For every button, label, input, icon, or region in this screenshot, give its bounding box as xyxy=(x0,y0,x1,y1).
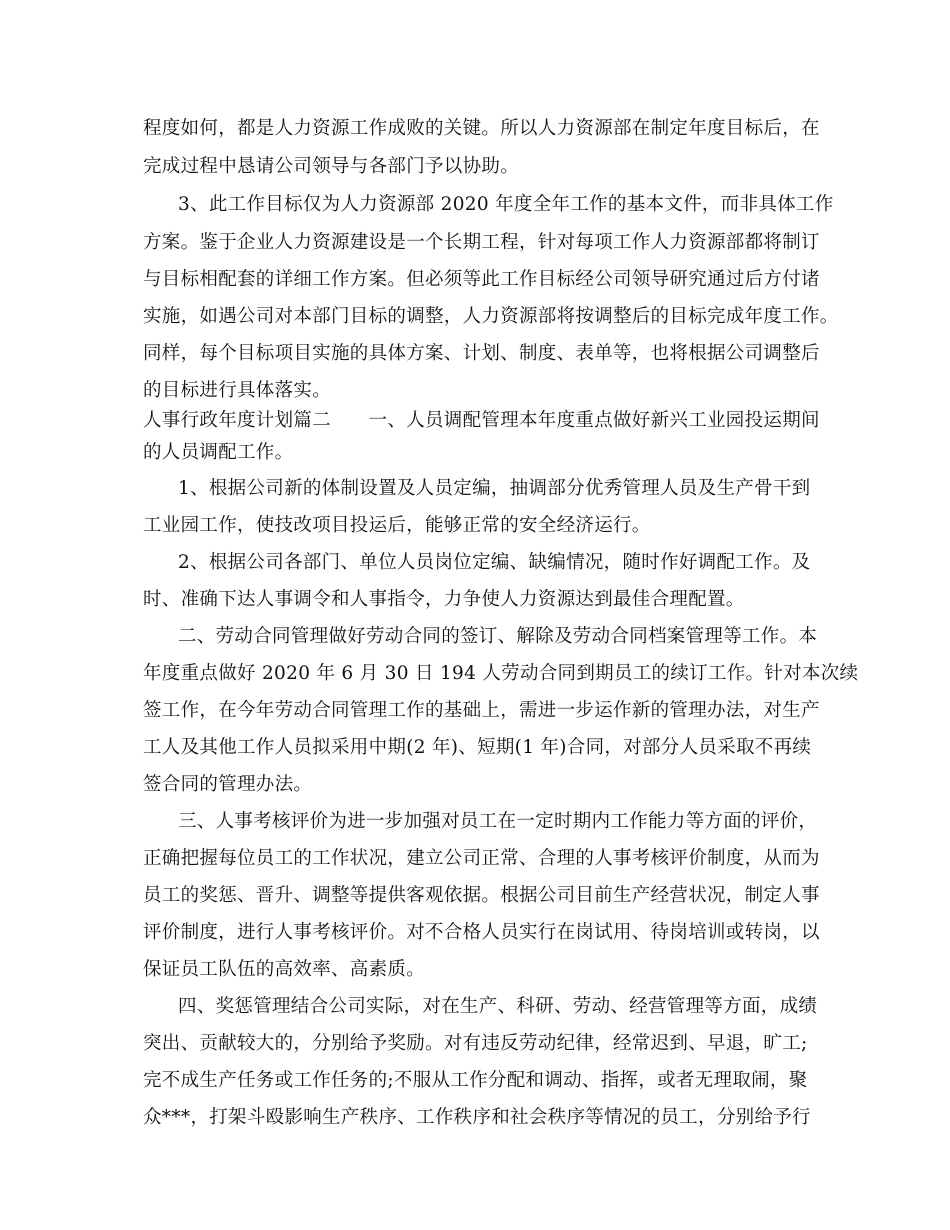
text-line: 评价制度，进行人事考核评价。对不合格人员实行在岗试用、待岗培训或转岗，以 xyxy=(143,922,820,943)
text-line: 的目标进行具体落实。 xyxy=(143,380,332,401)
text-line: 正确把握每位员工的工作状况，建立公司正常、合理的人事考核评价制度，从而为 xyxy=(143,848,820,869)
text-line: 三、人事考核评价为进一步加强对员工在一定时期内工作能力等方面的评价， xyxy=(178,811,818,832)
text-line: 与目标相配套的详细工作方案。但必须等此工作目标经公司领导研究通过后方付诸 xyxy=(143,269,820,290)
text-line: 1、根据公司新的体制设置及人员定编，抽调部分优秀管理人员及生产骨干到 xyxy=(178,478,811,499)
text-line: 突出、贡献较大的，分别给予奖励。对有违反劳动纪律，经常迟到、早退，旷工; xyxy=(143,1033,808,1054)
text-line: 2、根据公司各部门、单位人员岗位定编、缺编情况，随时作好调配工作。及 xyxy=(178,552,811,573)
text-line: 完不成生产任务或工作任务的;不服从工作分配和调动、指挥，或者无理取闹，聚 xyxy=(143,1070,808,1091)
text-line: 年度重点做好 2020 年 6 月 30 日 194 人劳动合同到期员工的续订工作。针对本次续 xyxy=(143,663,859,684)
text-line: 员工的奖惩、晋升、调整等提供客观依据。根据公司目前生产经营状况，制定人事 xyxy=(143,885,820,906)
text-line: 保证员工队伍的高效率、高素质。 xyxy=(143,959,426,980)
text-line: 四、奖惩管理结合公司实际，对在生产、科研、劳动、经营管理等方面，成绩 xyxy=(178,996,818,1017)
text-line: 3、此工作目标仅为人力资源部 2020 年度全年工作的基本文件，而非具体工作 xyxy=(178,194,834,215)
text-line: 签合同的管理办法。 xyxy=(143,774,313,795)
text-line: 同样，每个目标项目实施的具体方案、计划、制度、表单等，也将根据公司调整后 xyxy=(143,343,820,364)
text-line: 众***，打架斗殴影响生产秩序、工作秩序和社会秩序等情况的员工，分别给予行 xyxy=(143,1107,811,1128)
text-line: 方案。鉴于企业人力资源建设是一个长期工程，针对每项工作人力资源部都将制订 xyxy=(143,232,820,253)
text-line: 完成过程中恳请公司领导与各部门予以协助。 xyxy=(143,156,520,177)
text-line: 时、准确下达人事调令和人事指令，力争使人力资源达到最佳合理配置。 xyxy=(143,589,745,610)
text-line: 工业园工作，使技改项目投运后，能够正常的安全经济运行。 xyxy=(143,515,651,536)
text-line: 实施，如遇公司对本部门目标的调整，人力资源部将按调整后的目标完成年度工作。 xyxy=(143,306,839,327)
text-line: 签工作，在今年劳动合同管理工作的基础上，需进一步运作新的管理办法，对生产 xyxy=(143,700,820,721)
text-line: 工人及其他工作人员拟采用中期(2 年)、短期(1 年)合同，对部分人员采取不再续 xyxy=(143,737,812,758)
text-line: 人事行政年度计划篇二 一、人员调配管理本年度重点做好新兴工业园投运期间 xyxy=(143,410,820,431)
text-line: 的人员调配工作。 xyxy=(143,442,294,463)
text-line: 程度如何，都是人力资源工作成败的关键。所以人力资源部在制定年度目标后，在 xyxy=(143,118,820,139)
text-line: 二、劳动合同管理做好劳动合同的签订、解除及劳动合同档案管理等工作。本 xyxy=(178,626,818,647)
